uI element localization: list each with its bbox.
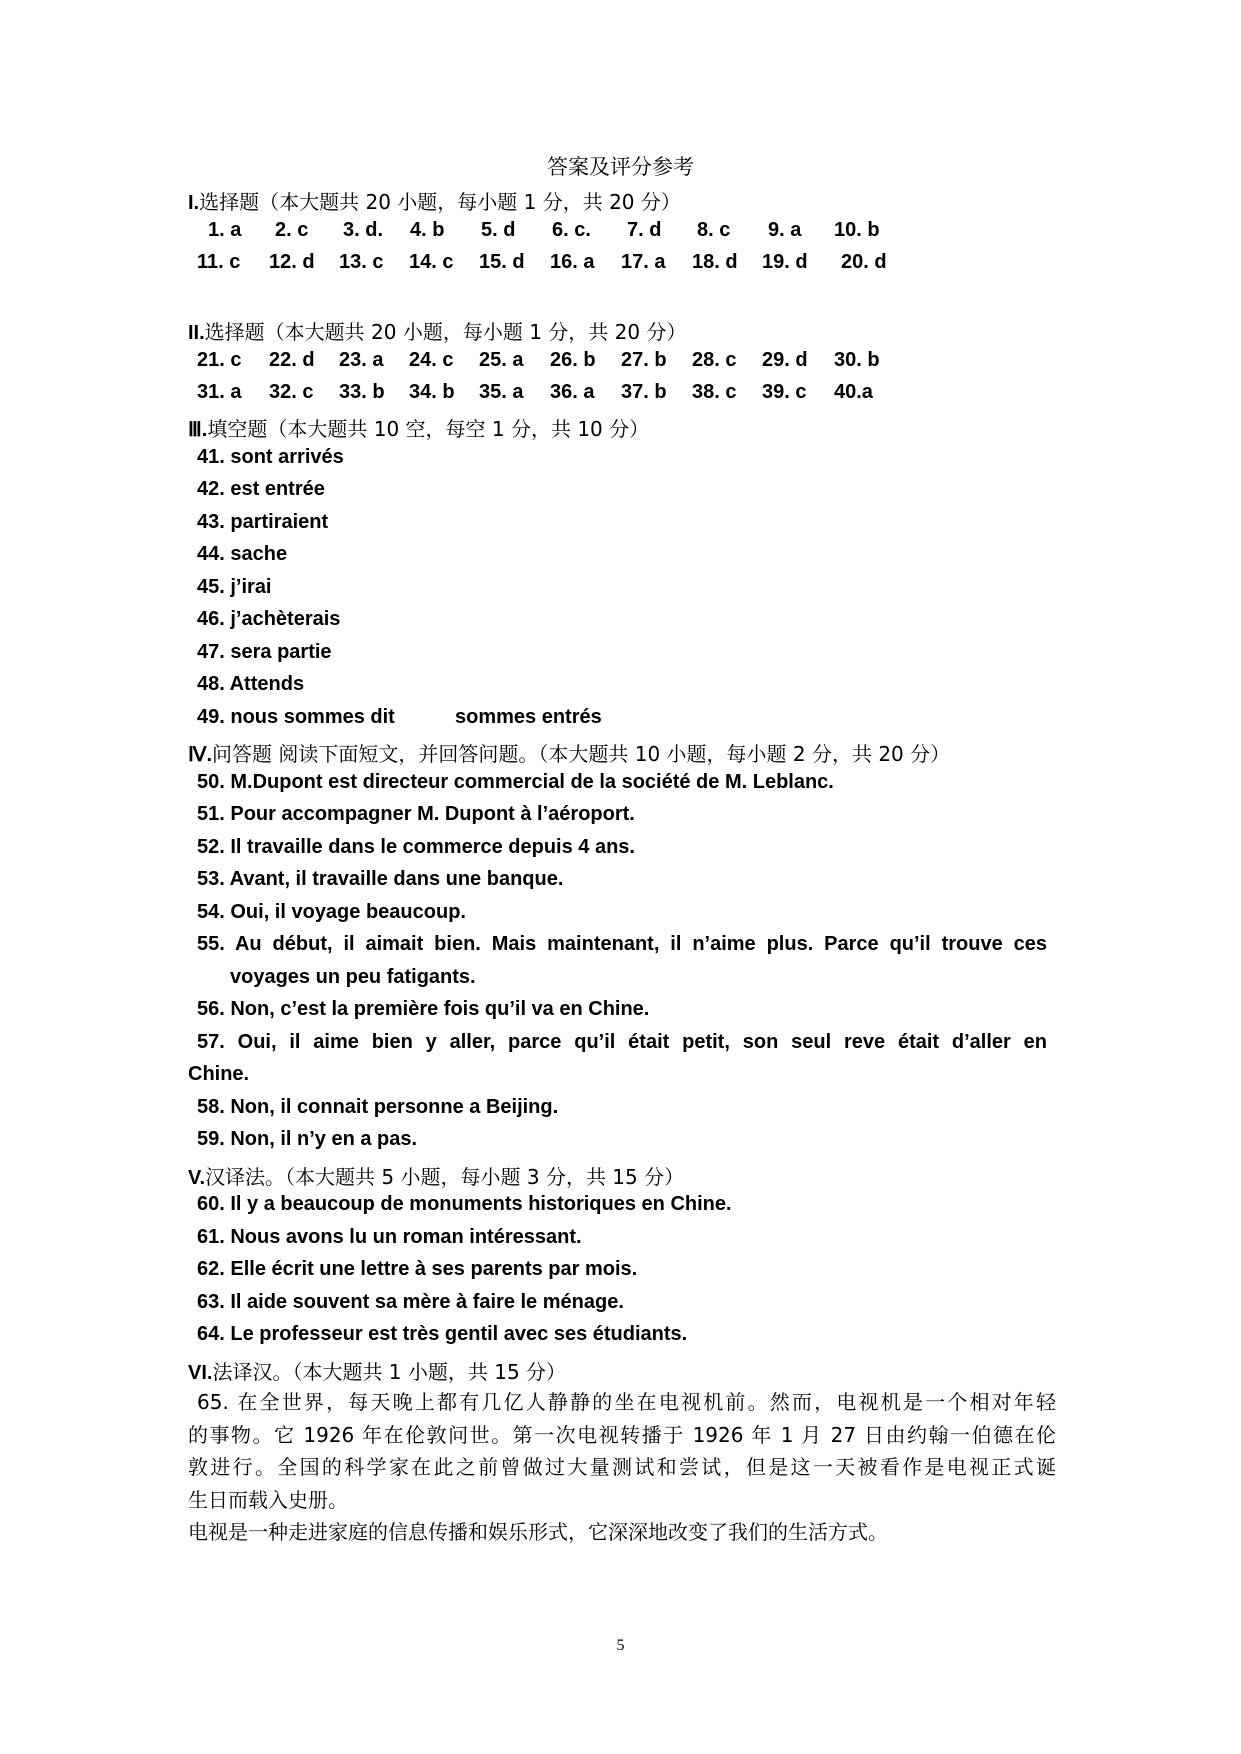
answer-item-57-line-2: Chine. [188, 1063, 250, 1085]
answer-item: 27. b [621, 349, 667, 371]
answer-item: 25. a [479, 349, 524, 371]
answer-item-55-line-2: voyages un peu fatigants. [230, 966, 476, 988]
answer-item: 8. c [697, 219, 731, 241]
translation-line-2: 的事物。它 1926 年在伦敦问世。第一次电视转播于 1926 年 1 月 27 日由约翰一伯德在伦 [188, 1423, 1056, 1447]
answer-item: 34. b [409, 381, 455, 403]
answer-item-57-line-1: 57. Oui, il aime bien y aller, parce qu’il était petit, son seul reve était d’aller en [197, 1031, 1047, 1053]
answer-item: 26. b [550, 349, 596, 371]
answer-item: 56. Non, c’est la première fois qu’il va en Chine. [197, 998, 650, 1020]
page-number: 5 [616, 1637, 625, 1654]
answer-item: 37. b [621, 381, 667, 403]
page-title: 答案及评分参考 [547, 155, 694, 179]
answer-item: 41. sont arrivés [197, 446, 344, 468]
answer-item: 6. c. [552, 219, 591, 241]
answer-item: 1. a [208, 219, 242, 241]
answer-item: 62. Elle écrit une lettre à ses parents par mois. [197, 1258, 638, 1280]
answer-item: 52. Il travaille dans le commerce depuis 4 ans. [197, 836, 635, 858]
answer-item: 44. sache [197, 543, 288, 565]
answer-item: 43. partiraient [197, 511, 329, 533]
answer-item: 18. d [692, 251, 738, 273]
answer-item: 16. a [550, 251, 595, 273]
answer-item: 50. M.Dupont est directeur commercial de la société de M. Leblanc. [197, 771, 834, 793]
answer-item: 40.a [834, 381, 873, 403]
answer-item: 53. Avant, il travaille dans une banque. [197, 868, 564, 890]
answer-item: 35. a [479, 381, 524, 403]
answer-item: 28. c [692, 349, 737, 371]
section-5-heading: V.汉译法。（本大题共 5 小题，每小题 3 分，共 15 分） [188, 1165, 685, 1189]
answer-item: 64. Le professeur est très gentil avec ses étudiants. [197, 1323, 688, 1345]
answer-item: 39. c [762, 381, 807, 403]
answer-item: 19. d [762, 251, 808, 273]
answer-item: 42. est entrée [197, 478, 325, 500]
answer-item: 30. b [834, 349, 880, 371]
answer-item: 15. d [479, 251, 525, 273]
answer-item-49b: sommes entrés [455, 706, 602, 728]
answer-item: 12. d [269, 251, 315, 273]
translation-line-1: 65. 在全世界，每天晚上都有几亿人静静的坐在电视机前。然而，电视机是一个相对年轻 [197, 1390, 1056, 1414]
translation-line-3: 敦进行。全国的科学家在此之前曾做过大量测试和尝试，但是这一天被看作是电视正式诞 [188, 1455, 1056, 1479]
answer-item: 51. Pour accompagner M. Dupont à l’aéroport. [197, 803, 635, 825]
section-6-heading: VI.法译汉。（本大题共 1 小题，共 15 分） [188, 1360, 567, 1384]
answer-item-49a: 49. nous sommes dit [197, 706, 395, 728]
translation-paragraph-2: 电视是一种走进家庭的信息传播和娱乐形式，它深深地改变了我们的生活方式。 [188, 1520, 888, 1544]
answer-item: 20. d [841, 251, 887, 273]
answer-item: 13. c [339, 251, 384, 273]
section-4-heading: Ⅳ.问答题 阅读下面短文，并回答问题。（本大题共 10 小题，每小题 2 分，共 20 分） [188, 742, 951, 766]
answer-item: 31. a [197, 381, 242, 403]
answer-item: 46. j’achèterais [197, 608, 341, 630]
answer-item: 10. b [834, 219, 880, 241]
answer-item: 21. c [197, 349, 242, 371]
answer-item: 38. c [692, 381, 737, 403]
answer-item: 36. a [550, 381, 595, 403]
answer-item: 32. c [269, 381, 314, 403]
answer-item: 47. sera partie [197, 641, 332, 663]
answer-item: 5. d [481, 219, 516, 241]
answer-item: 22. d [269, 349, 315, 371]
answer-item: 29. d [762, 349, 808, 371]
answer-item: 33. b [339, 381, 385, 403]
answer-item: 23. a [339, 349, 384, 371]
answer-item: 7. d [627, 219, 662, 241]
answer-item: 24. c [409, 349, 454, 371]
answer-item: 9. a [768, 219, 802, 241]
answer-item: 4. b [410, 219, 445, 241]
answer-item: 48. Attends [197, 673, 305, 695]
answer-item: 59. Non, il n’y en a pas. [197, 1128, 418, 1150]
answer-item: 63. Il aide souvent sa mère à faire le ménage. [197, 1291, 624, 1313]
answer-item: 45. j’irai [197, 576, 272, 598]
answer-item: 14. c [409, 251, 454, 273]
answer-item: 11. c [197, 251, 241, 273]
answer-item: 17. a [621, 251, 666, 273]
section-3-heading: Ⅲ.填空题（本大题共 10 空，每空 1 分，共 10 分） [188, 417, 650, 441]
answer-item: 58. Non, il connait personne a Beijing. [197, 1096, 559, 1118]
answer-item: 60. Il y a beaucoup de monuments historiques en Chine. [197, 1193, 732, 1215]
answer-item: 54. Oui, il voyage beaucoup. [197, 901, 466, 923]
answer-item: 3. d. [343, 219, 384, 241]
answer-item: 61. Nous avons lu un roman intéressant. [197, 1226, 582, 1248]
answer-item: 2. c [275, 219, 309, 241]
section-1-heading: I.选择题（本大题共 20 小题，每小题 1 分，共 20 分） [188, 190, 681, 214]
section-2-heading: II.选择题（本大题共 20 小题，每小题 1 分，共 20 分） [188, 320, 687, 344]
translation-line-4: 生日而载入史册。 [188, 1488, 348, 1512]
answer-item-55-line-1: 55. Au début, il aimait bien. Mais maintenant, il n’aime plus. Parce qu’il trouve ces [197, 933, 1047, 955]
